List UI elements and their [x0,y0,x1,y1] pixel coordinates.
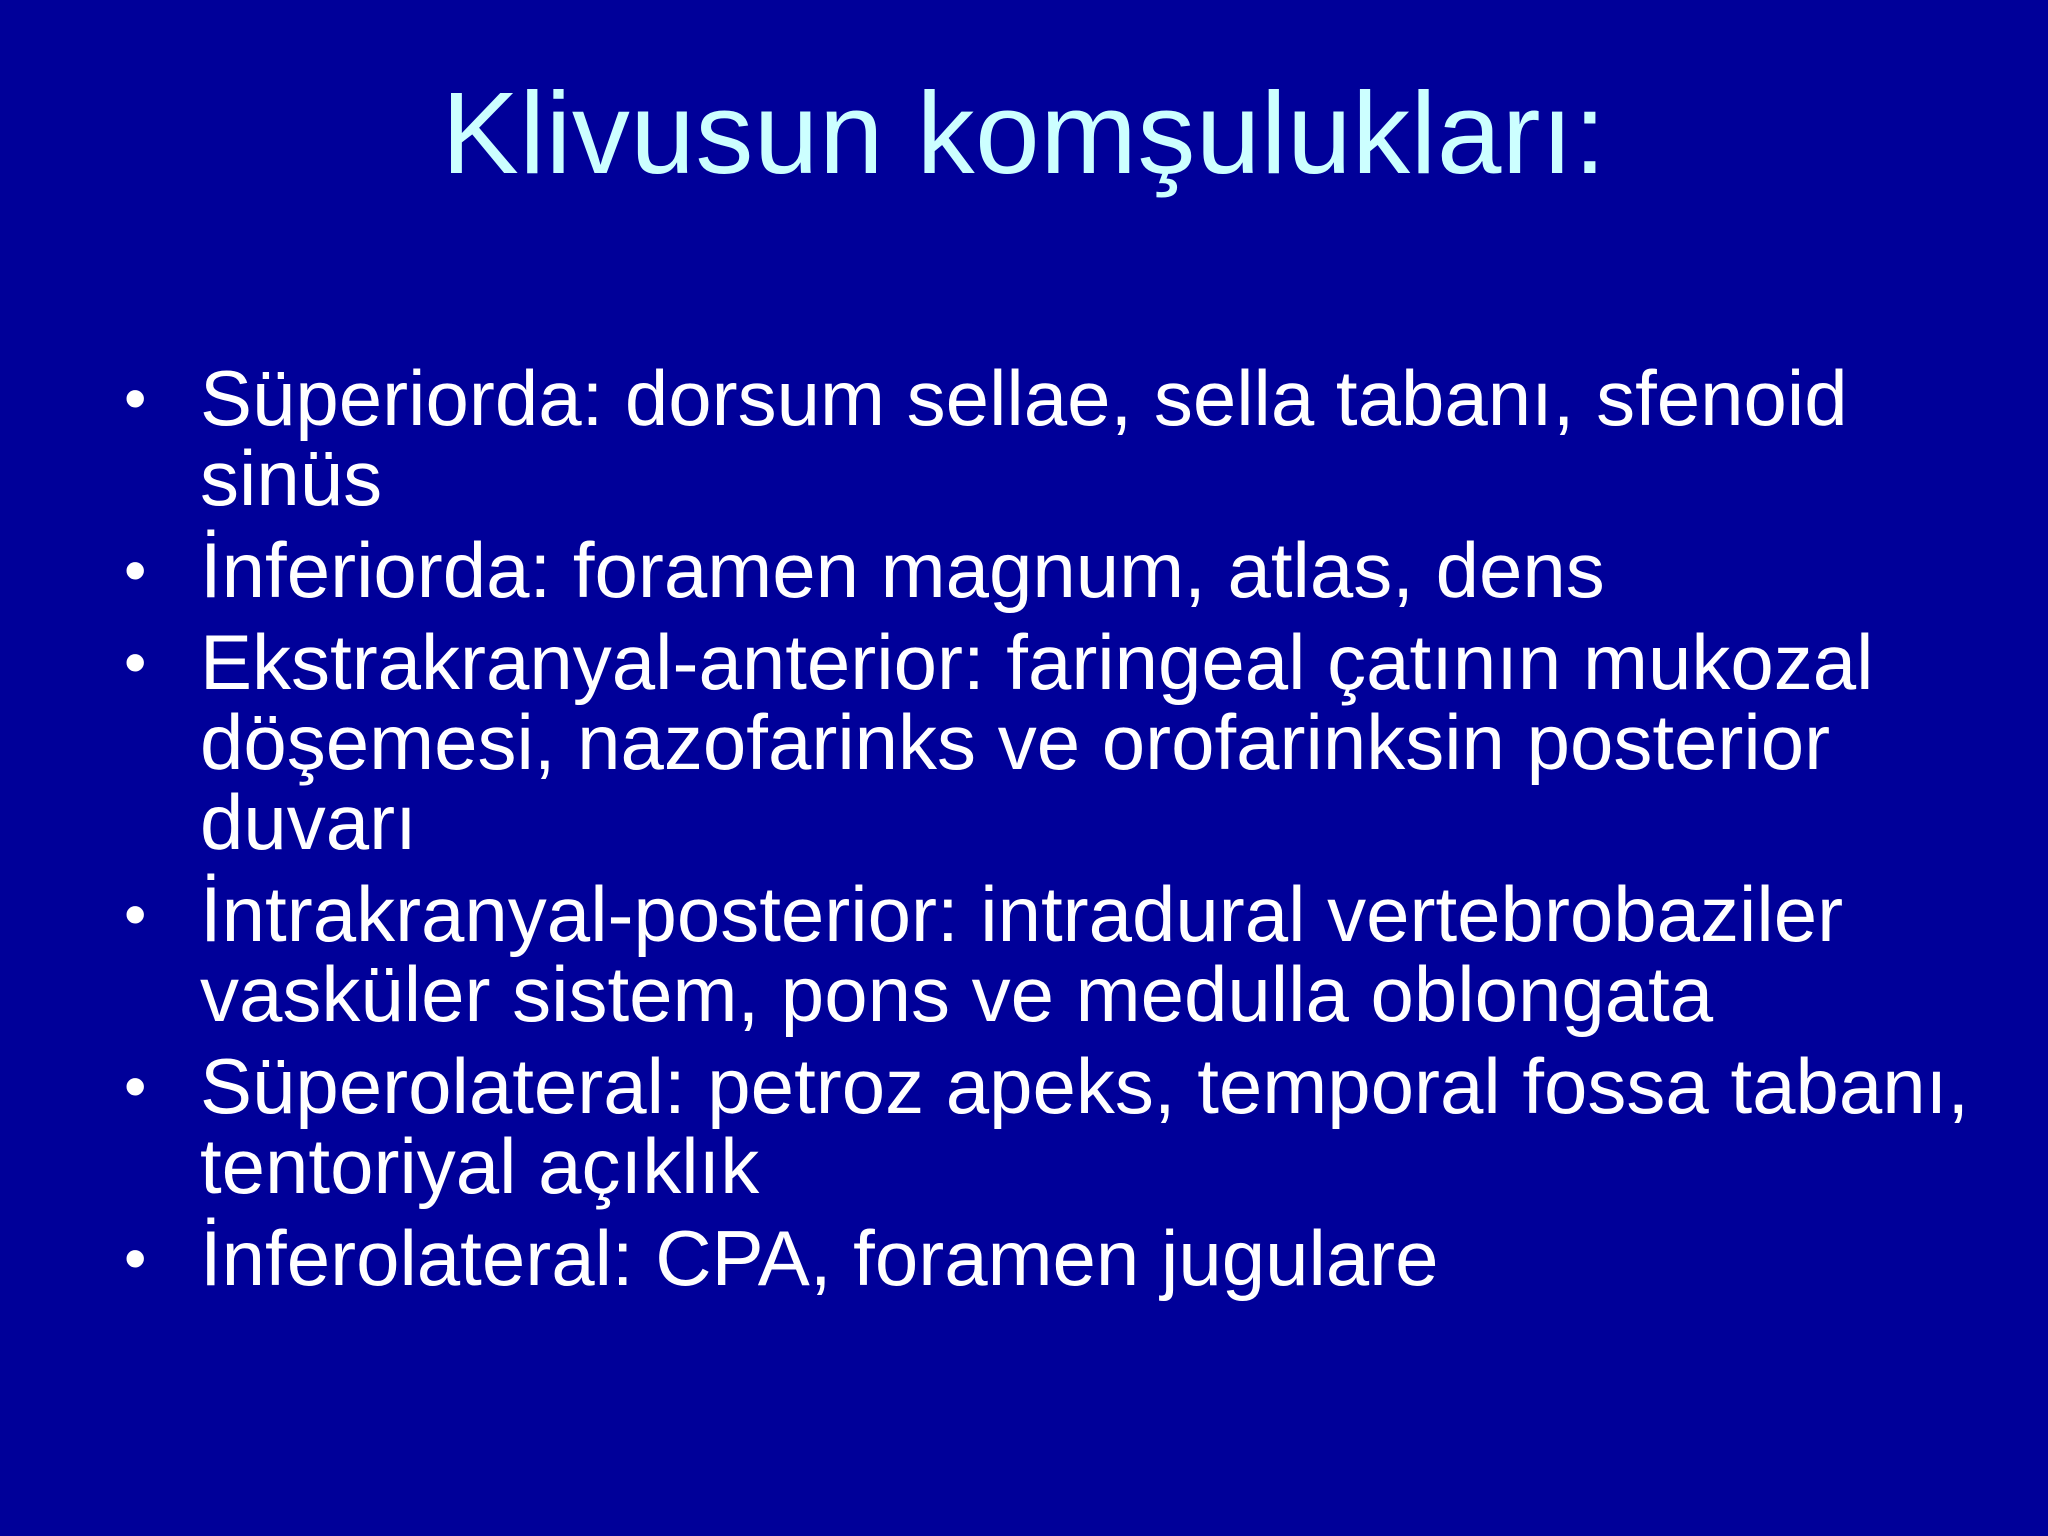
bullet-item [120,870,2000,1038]
bullet-list [120,354,2000,1310]
bullet-item [120,1042,2000,1210]
bullet-dot-icon: • [124,878,147,950]
bullet-dot-icon: • [124,534,147,606]
bullet-item [120,1214,2000,1302]
slide-title: Klivusun komşulukları: [441,68,1607,198]
bullet-item [120,526,2000,614]
bullet-dot-icon: • [124,626,147,698]
bullet-item [120,354,2000,522]
bullet-dot-icon: • [124,1222,147,1294]
bullet-dot-icon: • [124,1050,147,1122]
bullet-item [120,618,2000,866]
bullet-dot-icon: • [124,362,147,434]
bullet-text: İnferiorda: foramen magnum, atlas, dens [200,526,1605,614]
bullet-text: Ekstrakranyal-anterior: faringeal çatının mukozal döşemesi, nazofarinks ve orofarinksin posterior duvarı [200,618,1874,866]
bullet-text: Süperolateral: petroz apeks, temporal fossa tabanı, tentoriyal açıklık [200,1042,1970,1210]
bullet-text: İntrakranyal-posterior: intradural vertebrobaziler vasküler sistem, pons ve medulla oblongata [200,870,1844,1038]
bullet-text: Süperiorda: dorsum sellae, sella tabanı, sfenoid sinüs [200,354,1848,522]
bullet-text: İnferolateral: CPA, foramen jugulare [200,1214,1439,1302]
